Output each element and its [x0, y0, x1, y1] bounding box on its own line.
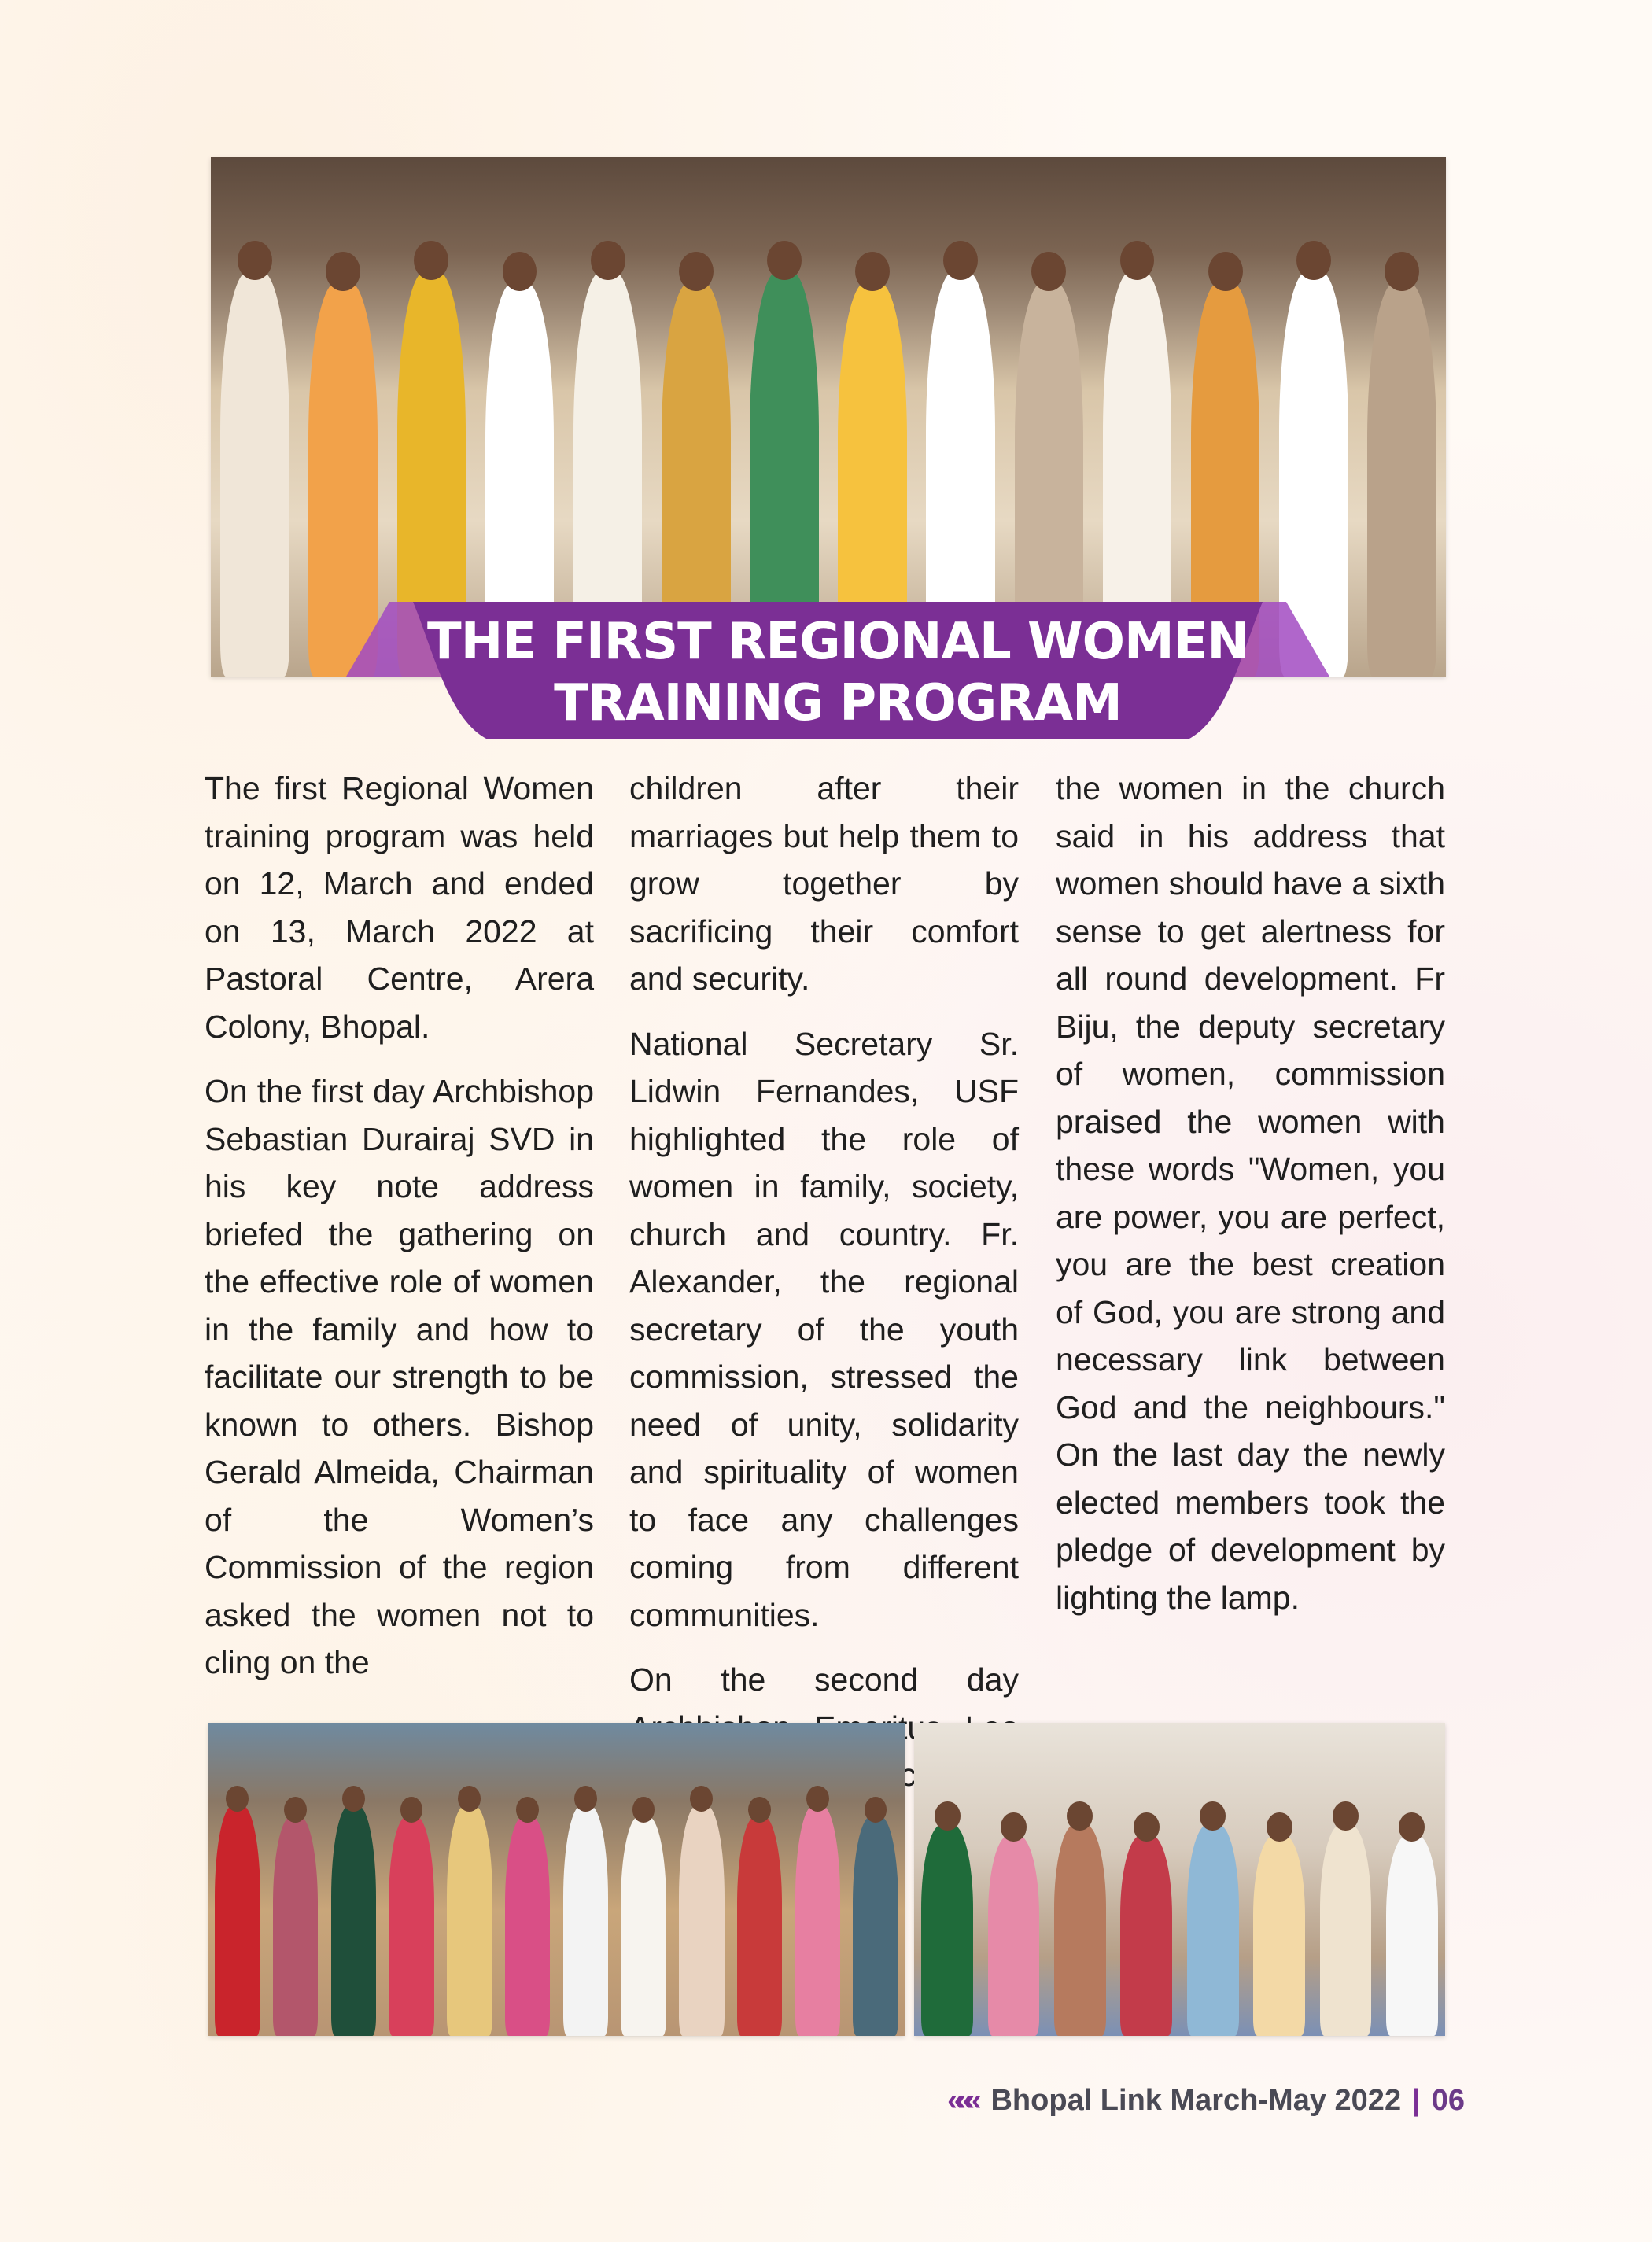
- publication-name: Bhopal Link March-May 2022: [990, 2083, 1402, 2117]
- person-head: [284, 1797, 307, 1823]
- person-figure: [1320, 1824, 1372, 2036]
- person-head: [1208, 252, 1243, 291]
- lamp-lighting-photo: [914, 1723, 1445, 2036]
- person-head: [1134, 1812, 1160, 1842]
- person-figure: [505, 1816, 551, 2036]
- person-figure: [447, 1805, 492, 2036]
- title-line-1: THE FIRST REGIONAL WOMEN: [427, 613, 1248, 671]
- person-figure: [795, 1805, 841, 2036]
- person-head: [865, 1797, 887, 1823]
- person-figure: [853, 1816, 898, 2036]
- person-figure: [273, 1816, 319, 2036]
- person-figure: [679, 1805, 725, 2036]
- person-head: [400, 1797, 423, 1823]
- text-column-1: [205, 765, 594, 1704]
- person-head: [679, 252, 714, 291]
- bottom-left-group-photo: [208, 1723, 905, 2036]
- page-number: 06: [1431, 2083, 1465, 2117]
- person-head: [690, 1786, 713, 1812]
- person-head: [943, 241, 978, 280]
- person-head: [935, 1801, 961, 1831]
- person-figure: [331, 1805, 377, 2036]
- person-head: [1267, 1812, 1292, 1842]
- person-figure: [1120, 1835, 1172, 2036]
- main-group-photo: [211, 157, 1446, 677]
- person-head: [1031, 252, 1066, 291]
- paragraph: the women in the church said in his address that women should have a sixth sense to get alertness for all round development. Fr Biju, the deputy secretary of women, commission praised the women with these words "Women, you are power, you are perfect, you are the best creation of God, you are strong and necessary link between God and the neighbours." On the last day the newly elected members took the pledge of development by lighting the lamp.: [1056, 770, 1445, 1616]
- footer-separator: |: [1412, 2083, 1421, 2117]
- person-figure: [1187, 1824, 1239, 2036]
- article-title: [346, 602, 1329, 743]
- person-head: [458, 1786, 481, 1812]
- person-head: [326, 252, 360, 291]
- person-figure: [921, 1824, 973, 2036]
- person-figure: [1386, 1835, 1438, 2036]
- person-figure: [1367, 282, 1436, 677]
- person-figure: [621, 1816, 666, 2036]
- person-head: [414, 241, 448, 280]
- paragraph: On the second day appreciating: [629, 1661, 1019, 1793]
- person-head: [806, 1786, 829, 1812]
- person-head: [632, 1797, 655, 1823]
- person-head: [1200, 1801, 1226, 1831]
- person-head: [503, 252, 537, 291]
- person-head: [1385, 252, 1419, 291]
- paragraph: The first Regional Women training program was held on 12, March and ended on 13, March 2022 at Pastoral Centre, Arera Colony, Bhopal.: [205, 770, 594, 1045]
- text-column-2: [629, 765, 1019, 1816]
- person-figure: [737, 1816, 783, 2036]
- person-figure: [1253, 1835, 1305, 2036]
- person-head: [591, 241, 625, 280]
- person-head: [1296, 241, 1331, 280]
- text-column-3: [1056, 765, 1445, 1639]
- paragraph: On the first day Archbishop Sebastian Durairaj SVD in his key note address briefed the gathering on the effective role of women in the family and how to facilitate our strength to be known to others. Bishop Gerald Almeida, Chairman of the Women’s Commission of the region asked the women not to cling on the: [205, 1073, 594, 1680]
- person-head: [226, 1786, 249, 1812]
- page-footer: [947, 2077, 1465, 2124]
- person-head: [516, 1797, 539, 1823]
- person-head: [238, 241, 272, 280]
- person-figure: [220, 271, 289, 677]
- title-banner: [346, 602, 1329, 743]
- title-line-2: TRAINING PROGRAM: [554, 674, 1122, 732]
- person-figure: [988, 1835, 1040, 2036]
- person-figure: [563, 1805, 609, 2036]
- paragraph: National Secretary Sr. Lidwin Fernandes, USF highlighted the role of women in family, society, church and country. Fr. Alexander, the regional secretary of the youth commission, stressed the need of unity, solidarity and spirituality of women to face any challenges coming from different communities.: [629, 1025, 1019, 1633]
- person-head: [767, 241, 802, 280]
- person-head: [1001, 1812, 1027, 1842]
- person-head: [342, 1786, 365, 1812]
- person-head: [855, 252, 890, 291]
- person-head: [1333, 1801, 1359, 1831]
- chevron-left-icon: «««: [947, 2083, 974, 2117]
- paragraph: children after their marriages but help them to grow together by sacrificing their comfort and security.: [629, 770, 1019, 997]
- person-head: [574, 1786, 597, 1812]
- person-head: [1120, 241, 1155, 280]
- person-figure: [389, 1816, 434, 2036]
- person-figure: [1054, 1824, 1106, 2036]
- person-figure: [215, 1805, 260, 2036]
- person-head: [748, 1797, 771, 1823]
